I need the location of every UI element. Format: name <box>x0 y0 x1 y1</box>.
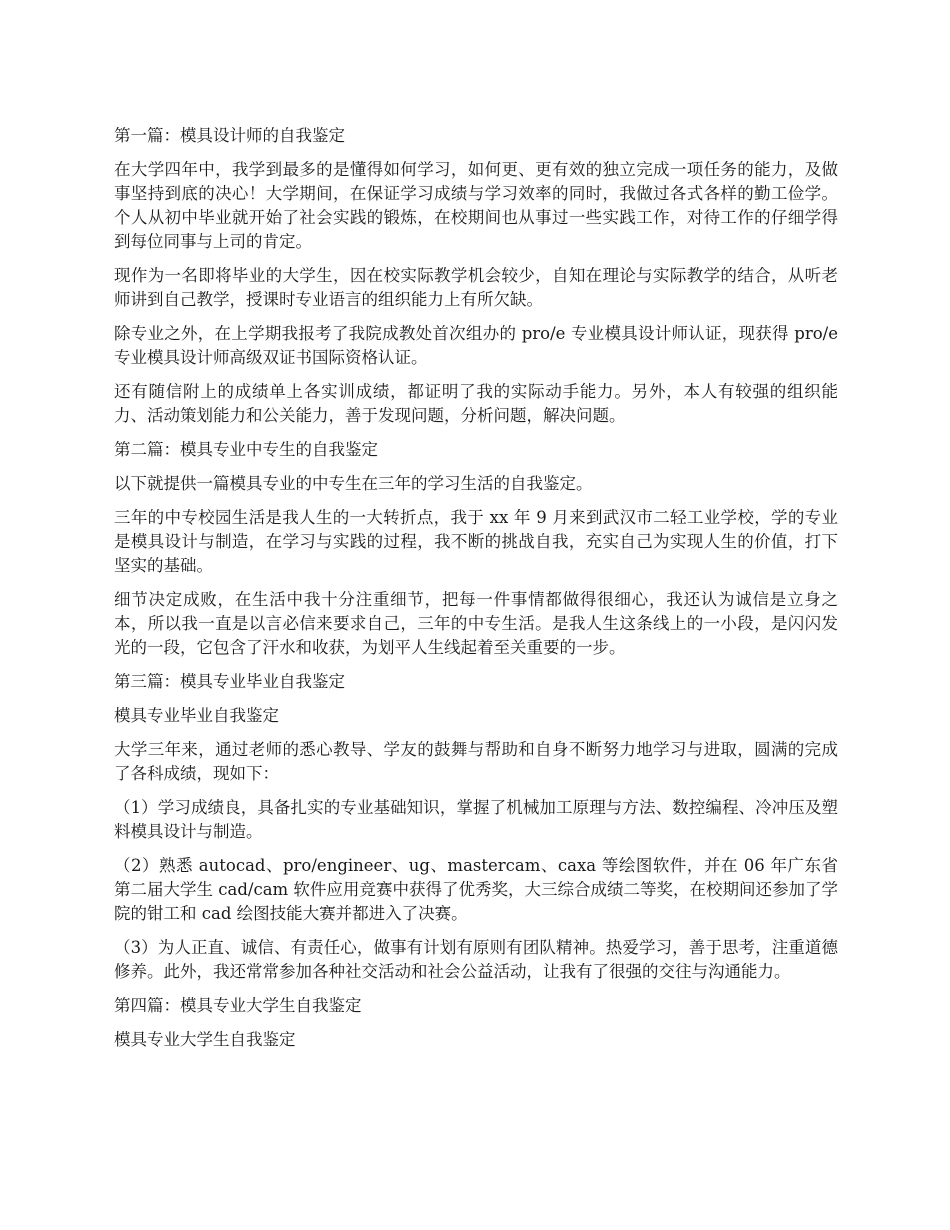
heading-part-3: 第三篇：模具专业毕业自我鉴定 <box>114 672 345 691</box>
list-item-2: （2）熟悉 autocad、pro/engineer、ug、mastercam、caxa 等绘图软件，并在 06 年广东省第二届大学生 cad/cam 软件应用竞赛中获得了优秀奖，大三综合成绩二等奖，在校期间还参加了学院的钳工和 cad 绘图技能大赛并都进入了决赛。 <box>114 856 838 923</box>
list-item-3: （3）为人正直、诚信、有责任心，做事有计划有原则有团队精神。热爱学习，善于思考，注重道德修养。此外，我还常常参加各种社交活动和社会公益活动，让我有了很强的交往与沟通能力。 <box>114 938 838 981</box>
body-paragraph: 除专业之外，在上学期我报考了我院成教处首次组办的 pro/e 专业模具设计师认证，现获得 pro/e 专业模具设计师高级双证书国际资格认证。 <box>114 324 838 367</box>
heading-part-4: 第四篇：模具专业大学生自我鉴定 <box>114 996 362 1015</box>
heading-part-1: 第一篇：模具设计师的自我鉴定 <box>114 126 345 145</box>
subheading: 模具专业毕业自我鉴定 <box>114 706 279 725</box>
body-paragraph: 以下就提供一篇模具专业的中专生在三年的学习生活的自我鉴定。 <box>114 474 593 493</box>
body-paragraph: 三年的中专校园生活是我人生的一大转折点，我于 xx 年 9 月来到武汉市二轻工业学校，学的专业是模具设计与制造，在学习与实践的过程，我不断的挑战自我，充实自己为实现人生的价值，打下坚实的基础。 <box>114 508 838 575</box>
body-paragraph: 还有随信附上的成绩单上各实训成绩，都证明了我的实际动手能力。另外，本人有较强的组织能力、活动策划能力和公关能力，善于发现问题，分析问题，解决问题。 <box>114 382 838 425</box>
subheading: 模具专业大学生自我鉴定 <box>114 1030 296 1049</box>
body-paragraph: 大学三年来，通过老师的悉心教导、学友的鼓舞与帮助和自身不断努力地学习与进取，圆满的完成了各科成绩，现如下： <box>114 740 838 783</box>
document-page <box>114 124 838 1062</box>
list-item-1: （1）学习成绩良，具备扎实的专业基础知识，掌握了机械加工原理与方法、数控编程、冷冲压及塑料模具设计与制造。 <box>114 798 838 841</box>
body-paragraph: 在大学四年中，我学到最多的是懂得如何学习，如何更、更有效的独立完成一项任务的能力，及做事坚持到底的决心！大学期间，在保证学习成绩与学习效率的同时，我做过各式各样的勤工俭学。个人从初中毕业就开始了社会实践的锻炼，在校期间也从事过一些实践工作，对待工作的仔细学得到每位同事与上司的肯定。 <box>114 160 838 251</box>
body-paragraph: 现作为一名即将毕业的大学生，因在校实际教学机会较少，自知在理论与实际教学的结合，从听老师讲到自己教学，授课时专业语言的组织能力上有所欠缺。 <box>114 266 838 309</box>
body-paragraph: 细节决定成败，在生活中我十分注重细节，把每一件事情都做得很细心，我还认为诚信是立身之本，所以我一直是以言必信来要求自己，三年的中专生活。是我人生这条线上的一小段，是闪闪发光的一段，它包含了汗水和收获，为划平人生线起着至关重要的一步。 <box>114 590 838 657</box>
heading-part-2: 第二篇：模具专业中专生的自我鉴定 <box>114 440 378 459</box>
